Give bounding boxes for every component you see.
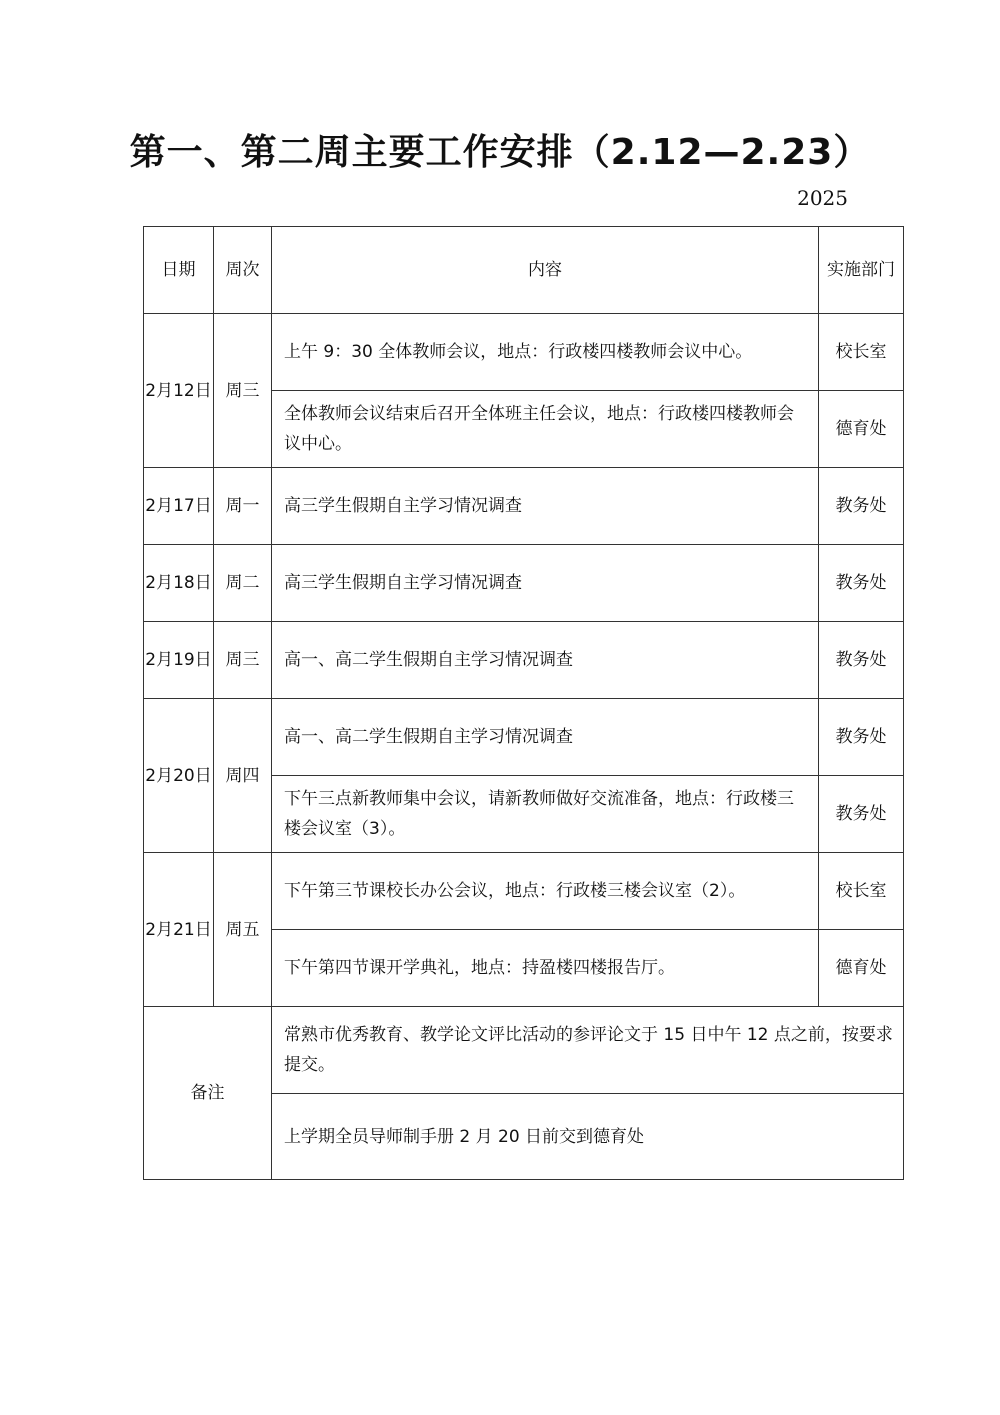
date-cell: 2月19日 (144, 622, 214, 699)
content-cell: 高一、高二学生假期自主学习情况调查 (272, 622, 819, 699)
table-row (144, 853, 904, 930)
header-dept: 实施部门 (819, 227, 904, 314)
header-date: 日期 (144, 227, 214, 314)
week-cell: 周五 (214, 853, 272, 1007)
week-cell: 周三 (214, 314, 272, 468)
content-cell: 高三学生假期自主学习情况调查 (272, 545, 819, 622)
content-cell: 全体教师会议结束后召开全体班主任会议，地点：行政楼四楼教师会议中心。 (272, 391, 819, 468)
note-item: 常熟市优秀教育、教学论文评比活动的参评论文于 15 日中午 12 点之前，按要求提交。 (272, 1007, 904, 1094)
week-cell: 周一 (214, 468, 272, 545)
dept-cell: 德育处 (819, 391, 904, 468)
dept-cell: 校长室 (819, 314, 904, 391)
header-content: 内容 (272, 227, 819, 314)
table-row (144, 622, 904, 699)
schedule-table (143, 226, 904, 1180)
content-cell: 下午第四节课开学典礼，地点：持盈楼四楼报告厅。 (272, 930, 819, 1007)
dept-cell: 校长室 (819, 853, 904, 930)
header-week: 周次 (214, 227, 272, 314)
dept-cell: 教务处 (819, 776, 904, 853)
table-row (144, 468, 904, 545)
table-header-row (144, 227, 904, 314)
date-cell: 2月18日 (144, 545, 214, 622)
page-title: 第一、第二周主要工作安排（2.12—2.23） (129, 132, 871, 173)
table-row (144, 314, 904, 391)
notes-label: 备注 (144, 1007, 272, 1180)
note-item: 上学期全员导师制手册 2 月 20 日前交到德育处 (272, 1094, 904, 1180)
notes-row (144, 1007, 904, 1094)
date-cell: 2月21日 (144, 853, 214, 1007)
content-cell: 高三学生假期自主学习情况调查 (272, 468, 819, 545)
content-cell: 下午三点新教师集中会议，请新教师做好交流准备，地点：行政楼三楼会议室（3）。 (272, 776, 819, 853)
content-cell: 高一、高二学生假期自主学习情况调查 (272, 699, 819, 776)
content-cell: 上午 9：30 全体教师会议，地点：行政楼四楼教师会议中心。 (272, 314, 819, 391)
dept-cell: 教务处 (819, 468, 904, 545)
date-cell: 2月12日 (144, 314, 214, 468)
table-row (144, 699, 904, 776)
table-row (144, 545, 904, 622)
dept-cell: 教务处 (819, 622, 904, 699)
content-cell: 下午第三节课校长办公会议，地点：行政楼三楼会议室（2）。 (272, 853, 819, 930)
week-cell: 周四 (214, 699, 272, 853)
dept-cell: 教务处 (819, 699, 904, 776)
date-cell: 2月20日 (144, 699, 214, 853)
dept-cell: 教务处 (819, 545, 904, 622)
week-cell: 周三 (214, 622, 272, 699)
dept-cell: 德育处 (819, 930, 904, 1007)
date-cell: 2月17日 (144, 468, 214, 545)
year-label: 2025 (797, 186, 848, 210)
week-cell: 周二 (214, 545, 272, 622)
